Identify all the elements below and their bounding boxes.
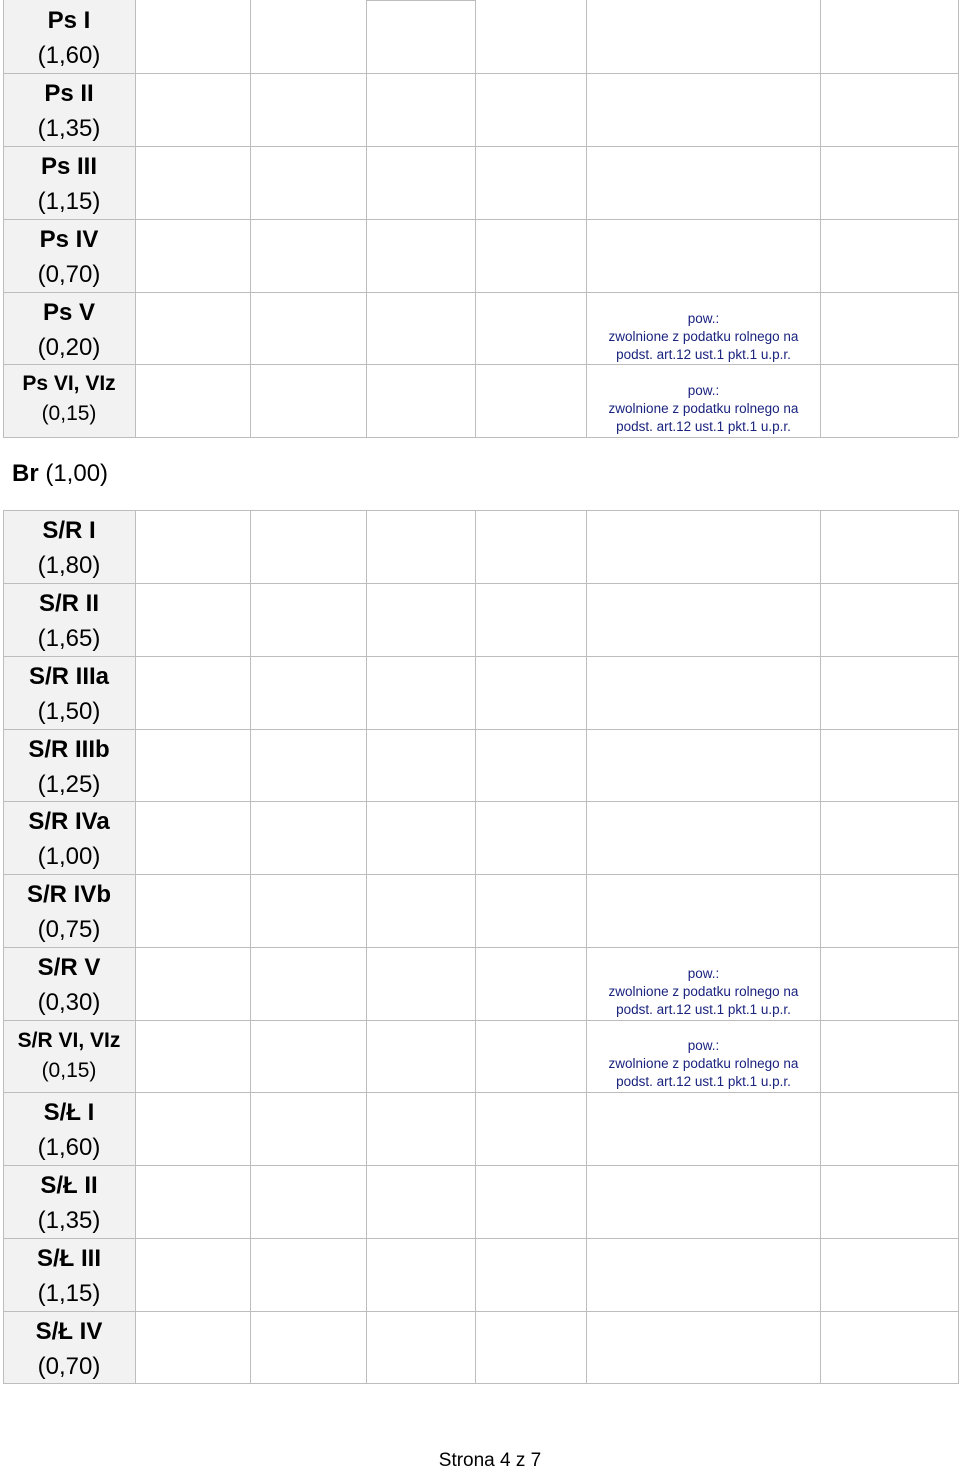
land-class-label (3, 222, 135, 292)
note-text: zwolnione z podatku rolnego na (608, 984, 799, 999)
land-class-coef: (1,60) (37, 42, 101, 69)
land-class-coef: (0,75) (37, 916, 101, 943)
land-class-coef: (1,00) (37, 843, 101, 870)
land-class-name: S/Ł I (43, 1099, 95, 1126)
grid-line (3, 1238, 958, 1239)
land-class-coef: (0,30) (37, 989, 101, 1016)
grid-line (366, 0, 475, 1)
land-class-label (3, 586, 135, 656)
grid-line (3, 947, 958, 948)
exemption-note (587, 310, 820, 364)
note-basis: podst. art.12 ust.1 pkt.1 u.p.r. (616, 419, 791, 434)
land-class-label (3, 295, 135, 365)
land-class-coef: (0,70) (37, 261, 101, 288)
land-class-label (3, 513, 135, 583)
land-class-coef: (1,25) (37, 771, 101, 798)
land-class-label (3, 1241, 135, 1311)
land-class-coef: (1,15) (37, 1280, 101, 1307)
exemption-note (587, 382, 820, 436)
note-prefix: pow.: (687, 383, 720, 398)
note-text: zwolnione z podatku rolnego na (608, 1056, 799, 1071)
grid-line (3, 73, 958, 74)
note-prefix: pow.: (687, 311, 720, 326)
land-class-name: S/R IVa (28, 808, 110, 835)
grid-line (3, 1165, 958, 1166)
page-number: Strona 4 z 7 (438, 1450, 542, 1471)
land-class-label (3, 149, 135, 219)
land-class-label (3, 1026, 135, 1086)
land-class-coef: (0,70) (37, 1353, 101, 1380)
grid-line (3, 146, 958, 147)
land-class-coef: (0,15) (41, 1059, 97, 1082)
land-class-name: S/R IIIa (28, 663, 110, 690)
land-class-name: Ps VI, VIz (22, 372, 116, 395)
land-class-coef: (0,15) (41, 402, 97, 425)
grid-line (3, 219, 958, 220)
land-class-coef: (1,35) (37, 1207, 101, 1234)
land-class-coef: (1,80) (37, 552, 101, 579)
grid-line (3, 364, 958, 365)
grid-line (3, 292, 958, 293)
land-class-label (3, 659, 135, 729)
grid-line (3, 801, 958, 802)
land-class-label (3, 877, 135, 947)
land-class-name: Ps I (47, 7, 91, 34)
note-basis: podst. art.12 ust.1 pkt.1 u.p.r. (616, 347, 791, 362)
land-class-label (3, 369, 135, 429)
land-class-coef: (1,60) (37, 1134, 101, 1161)
grid-line (3, 583, 958, 584)
grid-line (958, 510, 959, 1384)
grid-line (3, 1020, 958, 1021)
land-class-name: S/R II (38, 590, 99, 617)
land-class-coef: (1,15) (37, 188, 101, 215)
land-class-label-br (3, 437, 144, 510)
grid-line (3, 1383, 958, 1384)
grid-line (958, 0, 959, 437)
land-class-name: Ps III (40, 153, 98, 180)
land-class-name: S/Ł IV (35, 1318, 103, 1345)
land-class-coef: (1,00) (45, 460, 109, 487)
land-class-name: Ps II (44, 80, 94, 107)
land-class-label (3, 950, 135, 1020)
exemption-note (587, 965, 820, 1019)
grid-line (3, 1092, 958, 1093)
note-basis: podst. art.12 ust.1 pkt.1 u.p.r. (616, 1002, 791, 1017)
land-class-name: Ps IV (39, 226, 99, 253)
land-class-coef: (1,65) (37, 625, 101, 652)
note-text: zwolnione z podatku rolnego na (608, 401, 799, 416)
grid-line (3, 656, 958, 657)
land-class-name: S/Ł III (36, 1245, 101, 1272)
land-class-label (3, 76, 135, 146)
land-class-label (3, 1095, 135, 1165)
note-basis: podst. art.12 ust.1 pkt.1 u.p.r. (616, 1074, 791, 1089)
note-prefix: pow.: (687, 1038, 720, 1053)
land-class-label (3, 804, 135, 874)
land-class-label (3, 1168, 135, 1238)
land-class-name: S/Ł II (40, 1172, 98, 1199)
land-class-label (3, 1314, 135, 1384)
grid-line (3, 510, 958, 511)
land-class-name: S/R V (37, 954, 101, 981)
land-class-name: S/R I (42, 517, 96, 544)
note-prefix: pow.: (687, 966, 720, 981)
land-class-name: S/R IVb (26, 881, 111, 908)
grid-line (3, 874, 958, 875)
land-class-label (3, 3, 135, 73)
note-text: zwolnione z podatku rolnego na (608, 329, 799, 344)
land-class-label (3, 732, 135, 802)
land-class-name: S/R IIIb (28, 736, 110, 763)
grid-line (3, 1311, 958, 1312)
land-class-coef: (1,35) (37, 115, 101, 142)
land-class-coef: (0,20) (37, 334, 101, 361)
land-class-coef: (1,50) (37, 698, 101, 725)
land-class-name: S/R VI, VIz (17, 1029, 121, 1052)
grid-line (3, 729, 958, 730)
exemption-note (587, 1037, 820, 1091)
land-class-name: Ps V (42, 299, 96, 326)
grid-line (3, 437, 958, 438)
land-class-name: Br (12, 460, 39, 487)
